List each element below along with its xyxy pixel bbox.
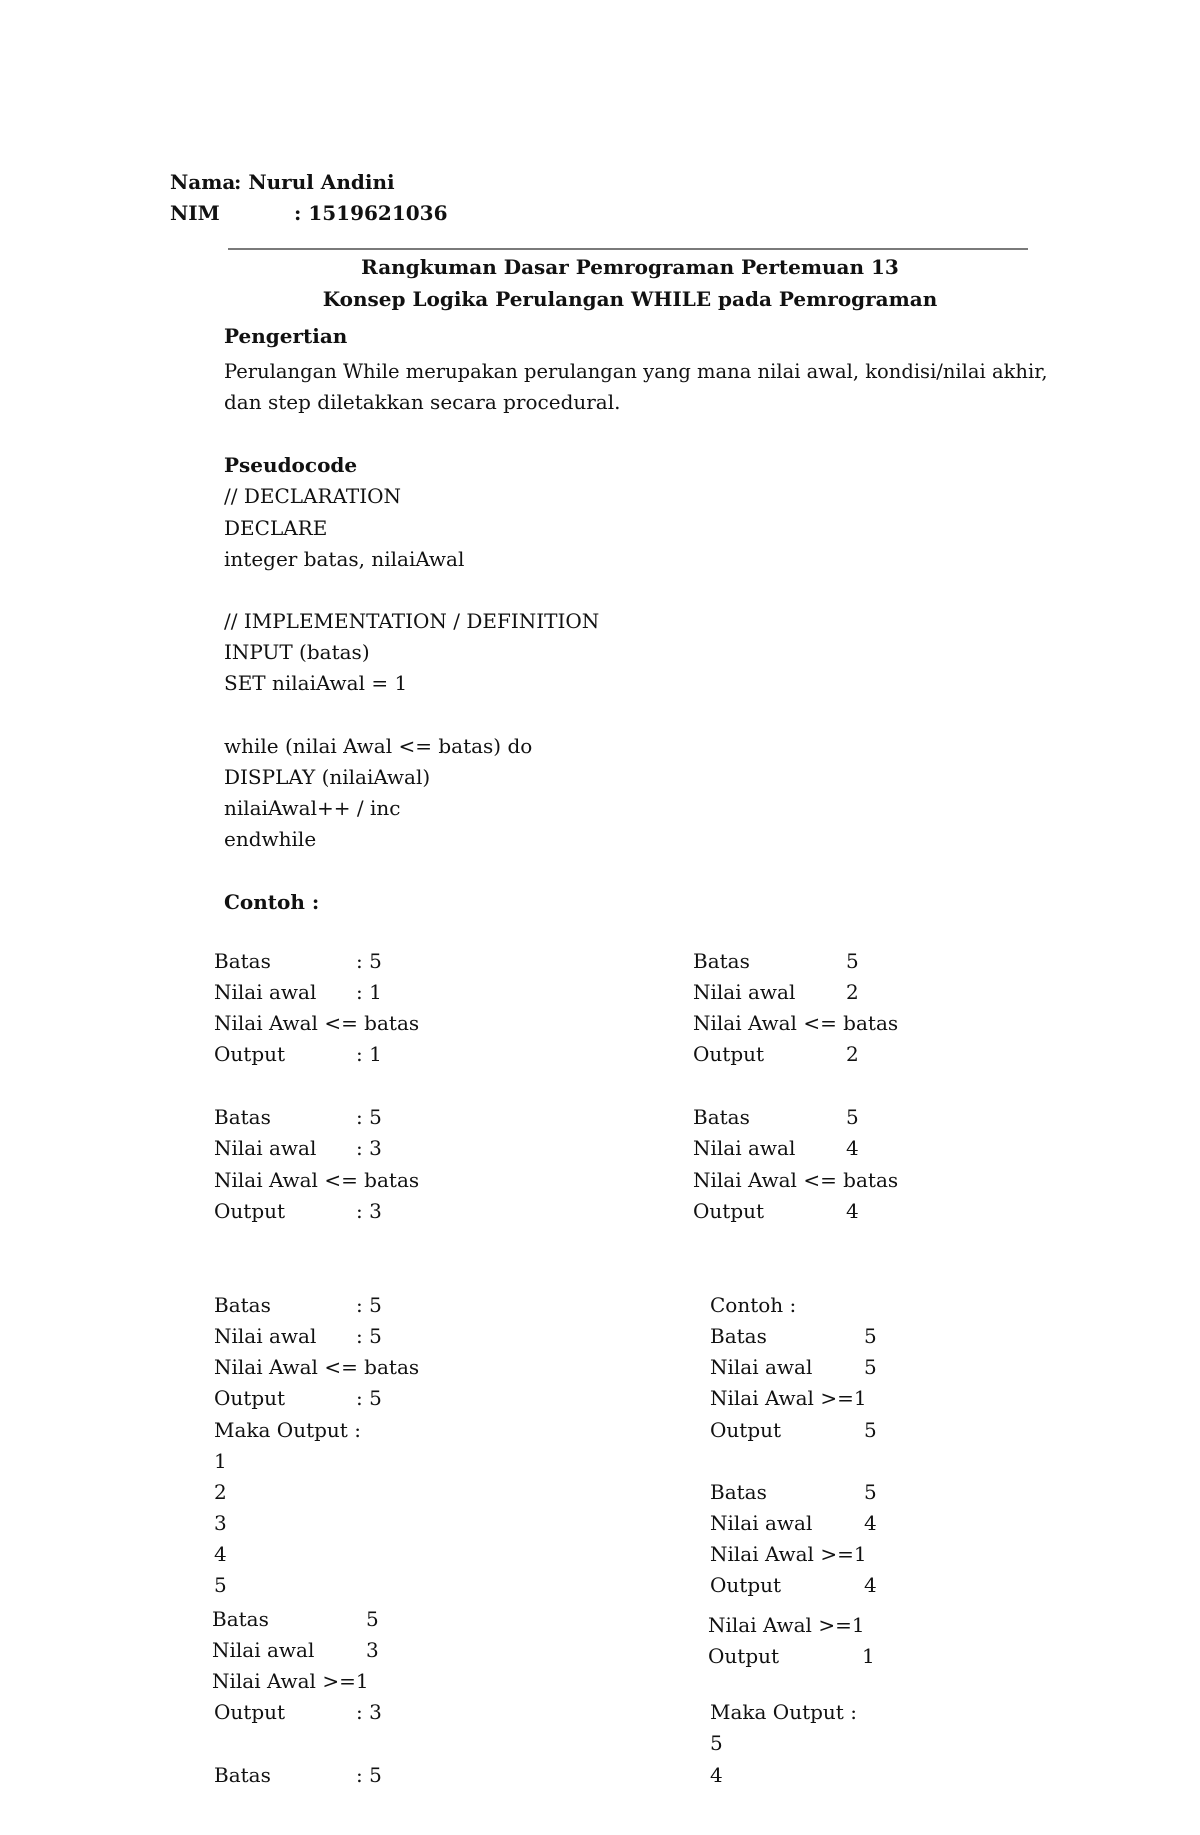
pseudocode-heading: Pseudocode <box>224 453 358 477</box>
maka-output-value: 4 <box>710 1763 723 1787</box>
maka-output-label: Maka Output : <box>214 1418 361 1442</box>
code-line: INPUT (batas) <box>224 640 370 664</box>
nilai-awal-label: Nilai awal <box>710 1511 813 1535</box>
output-value: : 3 <box>356 1199 382 1223</box>
maka-output-value: 4 <box>214 1542 227 1566</box>
batas-value: : 5 <box>356 1105 382 1129</box>
nilai-awal-label: Nilai awal <box>693 1136 796 1160</box>
output-value: 1 <box>862 1644 875 1668</box>
output-label: Output <box>214 1700 286 1724</box>
code-line: DISPLAY (nilaiAwal) <box>224 765 431 789</box>
nilai-awal-label: Nilai awal <box>214 1136 317 1160</box>
pengertian-heading: Pengertian <box>224 324 348 348</box>
code-line: while (nilai Awal <= batas) do <box>224 734 533 758</box>
output-label: Output <box>693 1199 765 1223</box>
nilai-awal-value: 4 <box>846 1136 859 1160</box>
batas-label: Batas <box>214 949 271 973</box>
code-line: // DECLARATION <box>224 484 402 508</box>
output-label: Output <box>214 1199 286 1223</box>
nilai-awal-value: : 5 <box>356 1324 382 1348</box>
nilai-awal-value: : 3 <box>356 1136 382 1160</box>
code-line: endwhile <box>224 827 317 851</box>
output-value: : 5 <box>356 1386 382 1410</box>
condition: Nilai Awal <= batas <box>693 1011 899 1035</box>
batas-value: : 5 <box>356 949 382 973</box>
batas-value: 5 <box>846 949 859 973</box>
output-value: : 3 <box>356 1700 382 1724</box>
output-label: Output <box>214 1042 286 1066</box>
title-line-2: Konsep Logika Perulangan WHILE pada Pemrograman <box>322 287 938 311</box>
output-value: 2 <box>846 1042 859 1066</box>
nilai-awal-label: Nilai awal <box>214 1324 317 1348</box>
batas-value: 5 <box>366 1607 379 1631</box>
nilai-awal-label: Nilai awal <box>214 980 317 1004</box>
nim-value: : 1519621036 <box>294 201 448 225</box>
nilai-awal-value: 5 <box>864 1355 877 1379</box>
code-line: DECLARE <box>224 516 328 540</box>
batas-label: Batas <box>214 1105 271 1129</box>
batas-label: Batas <box>693 949 750 973</box>
nim-label: NIM <box>170 201 220 225</box>
batas-value: : 5 <box>356 1293 382 1317</box>
header-divider <box>228 248 1028 250</box>
nilai-awal-value: : 1 <box>356 980 382 1004</box>
maka-output-value: 3 <box>214 1511 227 1535</box>
contoh-label: Contoh : <box>710 1293 797 1317</box>
batas-label: Batas <box>214 1763 271 1787</box>
condition: Nilai Awal >=1 <box>212 1669 369 1693</box>
output-label: Output <box>710 1573 782 1597</box>
maka-output-label: Maka Output : <box>710 1700 857 1724</box>
nilai-awal-value: 4 <box>864 1511 877 1535</box>
batas-label: Batas <box>710 1324 767 1348</box>
maka-output-value: 5 <box>214 1573 227 1597</box>
name-label: Nama <box>170 170 236 194</box>
nilai-awal-label: Nilai awal <box>693 980 796 1004</box>
contoh-heading: Contoh : <box>224 890 320 914</box>
code-line: SET nilaiAwal = 1 <box>224 671 408 695</box>
nilai-awal-label: Nilai awal <box>710 1355 813 1379</box>
nilai-awal-label: Nilai awal <box>212 1638 315 1662</box>
batas-value: 5 <box>864 1480 877 1504</box>
code-line: nilaiAwal++ / inc <box>224 796 401 820</box>
pengertian-line-2: dan step diletakkan secara procedural. <box>224 390 621 414</box>
nilai-awal-value: 2 <box>846 980 859 1004</box>
output-label: Output <box>710 1418 782 1442</box>
output-value: 4 <box>864 1573 877 1597</box>
condition: Nilai Awal <= batas <box>214 1168 420 1192</box>
output-value: : 1 <box>356 1042 382 1066</box>
batas-label: Batas <box>710 1480 767 1504</box>
condition: Nilai Awal <= batas <box>214 1011 420 1035</box>
condition: Nilai Awal >=1 <box>710 1542 867 1566</box>
batas-label: Batas <box>693 1105 750 1129</box>
code-line: integer batas, nilaiAwal <box>224 547 465 571</box>
batas-value: 5 <box>864 1324 877 1348</box>
output-label: Output <box>708 1644 780 1668</box>
pengertian-line-1: Perulangan While merupakan perulangan yang mana nilai awal, kondisi/nilai akhir, <box>224 360 1048 383</box>
maka-output-value: 5 <box>710 1731 723 1755</box>
name-value: : Nurul Andini <box>234 170 395 194</box>
batas-value: 5 <box>846 1105 859 1129</box>
condition: Nilai Awal >=1 <box>710 1386 867 1410</box>
output-value: 5 <box>864 1418 877 1442</box>
batas-value: : 5 <box>356 1763 382 1787</box>
condition: Nilai Awal <= batas <box>693 1168 899 1192</box>
batas-label: Batas <box>212 1607 269 1631</box>
maka-output-value: 2 <box>214 1480 227 1504</box>
condition: Nilai Awal <= batas <box>214 1355 420 1379</box>
output-label: Output <box>693 1042 765 1066</box>
code-line: // IMPLEMENTATION / DEFINITION <box>224 609 600 633</box>
output-value: 4 <box>846 1199 859 1223</box>
condition: Nilai Awal >=1 <box>708 1613 865 1637</box>
title-line-1: Rangkuman Dasar Pemrograman Pertemuan 13 <box>361 255 899 279</box>
maka-output-value: 1 <box>214 1449 227 1473</box>
nilai-awal-value: 3 <box>366 1638 379 1662</box>
batas-label: Batas <box>214 1293 271 1317</box>
output-label: Output <box>214 1386 286 1410</box>
